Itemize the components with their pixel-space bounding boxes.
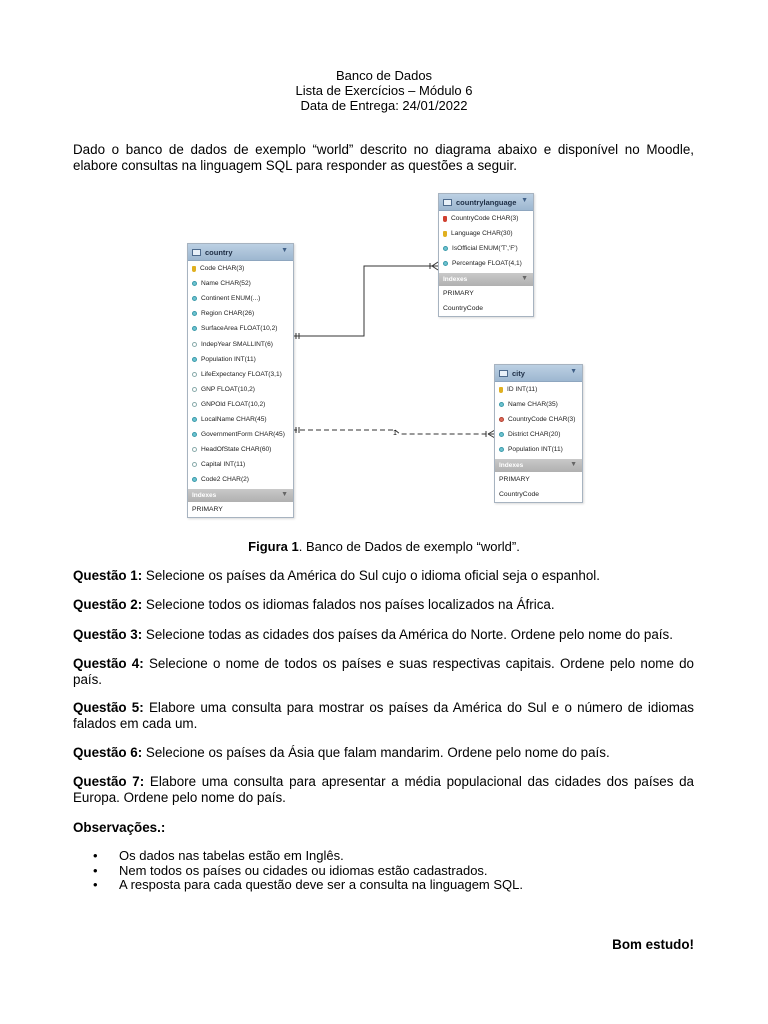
column-icon	[499, 402, 504, 407]
column-label: HeadOfState CHAR(60)	[201, 446, 272, 454]
column-label: Capital INT(11)	[201, 461, 246, 469]
table-column	[439, 226, 533, 241]
table-name: city	[512, 368, 525, 378]
column-icon	[192, 477, 197, 482]
column-label: Population INT(11)	[508, 446, 563, 454]
column-icon	[192, 357, 197, 362]
table-column	[188, 397, 293, 412]
table-column	[188, 442, 293, 457]
index-list	[439, 286, 533, 316]
list-title: Lista de Exercícios – Módulo 6	[295, 83, 473, 98]
table-column	[188, 382, 293, 397]
table-countrylanguage-header	[439, 194, 533, 211]
table-column	[188, 427, 293, 442]
index-item: CountryCode	[499, 491, 540, 499]
question-1	[73, 568, 694, 584]
question-text: Selecione o nome de todos os países e suas respectivas capitais. Ordene pelo nome do país.	[73, 656, 695, 687]
column-label: District CHAR(20)	[508, 431, 561, 439]
table-column	[188, 352, 293, 367]
question-label: Questão 3:	[73, 627, 143, 642]
question-label: Questão 5:	[73, 700, 144, 715]
table-column	[188, 367, 293, 382]
table-column	[439, 256, 533, 271]
column-icon	[192, 372, 197, 377]
column-label: Name CHAR(35)	[508, 401, 558, 409]
chevron-down-icon: ▼	[281, 247, 288, 254]
due-date: Data de Entrega: 24/01/2022	[300, 98, 468, 113]
question-text: Selecione todos os idiomas falados nos países localizados na África.	[142, 597, 555, 612]
table-country	[187, 243, 294, 518]
table-column	[495, 412, 582, 427]
column-label: SurfaceArea FLOAT(10,2)	[201, 325, 278, 333]
column-label: CountryCode CHAR(3)	[451, 215, 519, 223]
relation-country-countrylanguage	[292, 266, 438, 336]
key-icon	[192, 266, 196, 272]
indexes-header	[188, 489, 293, 502]
chevron-down-icon: ▼	[521, 197, 528, 204]
column-icon	[499, 417, 504, 422]
table-city	[494, 364, 583, 503]
intro-paragraph: Dado o banco de dados de exemplo “world” descrito no diagrama abaixo e disponível no Moodle, elabore consultas na linguagem SQL para responder as questões a seguir.	[73, 142, 694, 173]
index-item: CountryCode	[443, 305, 484, 313]
question-label: Questão 2:	[73, 597, 143, 612]
column-label: Name CHAR(52)	[201, 280, 251, 288]
column-icon	[192, 311, 197, 316]
chevron-down-icon: ▼	[281, 491, 288, 499]
table-column	[188, 291, 293, 306]
question-label: Questão 7:	[73, 774, 145, 789]
indexes-header	[439, 273, 533, 286]
column-icon	[192, 296, 197, 301]
list-item: • Os dados nas tabelas estão em Inglês.	[93, 849, 523, 864]
column-label: LifeExpectancy FLOAT(3,1)	[201, 370, 282, 378]
table-column	[188, 321, 293, 336]
question-6	[73, 745, 694, 761]
table-icon	[192, 249, 201, 256]
index-list	[188, 502, 293, 517]
question-5	[73, 700, 694, 732]
list-item: • A resposta para cada questão deve ser a consulta na linguagem SQL.	[93, 878, 523, 893]
table-country-header	[188, 244, 293, 261]
column-icon	[443, 261, 448, 266]
column-icon	[192, 447, 197, 452]
column-label: Population INT(11)	[201, 355, 256, 363]
chevron-down-icon: ▼	[521, 275, 528, 283]
column-icon	[192, 387, 197, 392]
column-label: Percentage FLOAT(4,1)	[452, 260, 522, 268]
column-label: GNPOld FLOAT(10,2)	[201, 400, 266, 408]
table-column	[495, 397, 582, 412]
table-countrylanguage	[438, 193, 534, 317]
indexes-header	[495, 459, 582, 472]
column-icon	[499, 447, 504, 452]
question-label: Questão 1:	[73, 568, 143, 583]
table-name: countrylanguage	[456, 197, 517, 207]
table-column	[188, 472, 293, 487]
column-label: GovernmentForm CHAR(45)	[201, 431, 285, 439]
course-title: Banco de Dados	[335, 68, 433, 83]
column-label: ID INT(11)	[507, 386, 538, 394]
question-2	[73, 597, 694, 613]
relation-country-city-2	[395, 430, 495, 434]
question-label: Questão 6:	[73, 745, 143, 760]
column-label: Code CHAR(3)	[200, 265, 245, 273]
column-icon	[192, 432, 197, 437]
question-text: Selecione os países da Ásia que falam mandarim. Ordene pelo nome do país.	[142, 745, 610, 760]
table-column	[495, 382, 582, 397]
indexes-label: Indexes	[443, 276, 468, 284]
column-label: IsOfficial ENUM('T','F')	[452, 245, 518, 253]
question-7	[73, 774, 694, 806]
index-item: PRIMARY	[192, 506, 223, 514]
figure-caption	[0, 539, 768, 554]
index-item: PRIMARY	[443, 290, 474, 298]
question-text: Elabore uma consulta para mostrar os países da América do Sul e o número de idiomas falados em cada um.	[73, 700, 695, 731]
table-column	[439, 211, 533, 226]
column-icon	[192, 342, 197, 347]
index-item: PRIMARY	[499, 476, 530, 484]
column-icon	[192, 402, 197, 407]
figure-text: . Banco de Dados de exemplo “world”.	[298, 539, 520, 554]
chevron-down-icon: ▼	[570, 368, 577, 375]
observations-title: Observações.:	[73, 820, 166, 835]
index-list	[495, 472, 582, 502]
column-label: GNP FLOAT(10,2)	[201, 385, 255, 393]
question-text: Selecione os países da América do Sul cujo o idioma oficial seja o espanhol.	[142, 568, 600, 583]
column-list	[439, 211, 533, 271]
column-label: Language CHAR(30)	[451, 230, 513, 238]
key-icon	[443, 231, 447, 237]
table-column	[495, 442, 582, 457]
question-label: Questão 4:	[73, 656, 144, 671]
table-column	[188, 276, 293, 291]
column-label: Region CHAR(26)	[201, 310, 255, 318]
table-column	[439, 241, 533, 256]
table-column	[188, 261, 293, 276]
table-icon	[499, 370, 508, 377]
table-column	[188, 412, 293, 427]
list-item: • Nem todos os países ou cidades ou idiomas estão cadastrados.	[93, 864, 523, 879]
table-column	[188, 457, 293, 472]
chevron-down-icon: ▼	[570, 461, 577, 469]
relation-label: 1	[393, 430, 397, 437]
table-column	[188, 336, 293, 351]
column-list	[495, 382, 582, 457]
table-name: country	[205, 247, 233, 257]
column-label: IndepYear SMALLINT(6)	[201, 340, 273, 348]
observations-list	[93, 849, 523, 893]
question-text: Selecione todas as cidades dos países da América do Norte. Ordene pelo nome do país.	[142, 627, 673, 642]
key-icon	[499, 387, 503, 393]
column-icon	[192, 417, 197, 422]
column-list	[188, 261, 293, 487]
closing-text: Bom estudo!	[612, 937, 694, 952]
question-3	[73, 627, 694, 643]
key-icon	[443, 216, 447, 222]
table-icon	[443, 199, 452, 206]
column-label: Code2 CHAR(2)	[201, 476, 250, 484]
column-icon	[192, 462, 197, 467]
column-icon	[499, 432, 504, 437]
column-label: LocalName CHAR(45)	[201, 415, 267, 423]
indexes-label: Indexes	[499, 462, 524, 470]
column-icon	[443, 246, 448, 251]
column-icon	[192, 326, 197, 331]
table-city-header	[495, 365, 582, 382]
column-label: Continent ENUM(...)	[201, 295, 261, 303]
table-column	[188, 306, 293, 321]
figure-label: Figura 1	[248, 539, 299, 554]
question-text: Elabore uma consulta para apresentar a média populacional das cidades dos países da Europa. Ordene pelo nome do país.	[73, 774, 694, 805]
table-column	[495, 427, 582, 442]
indexes-label: Indexes	[192, 492, 217, 500]
column-label: CountryCode CHAR(3)	[508, 416, 576, 424]
column-icon	[192, 281, 197, 286]
question-4	[73, 656, 694, 688]
